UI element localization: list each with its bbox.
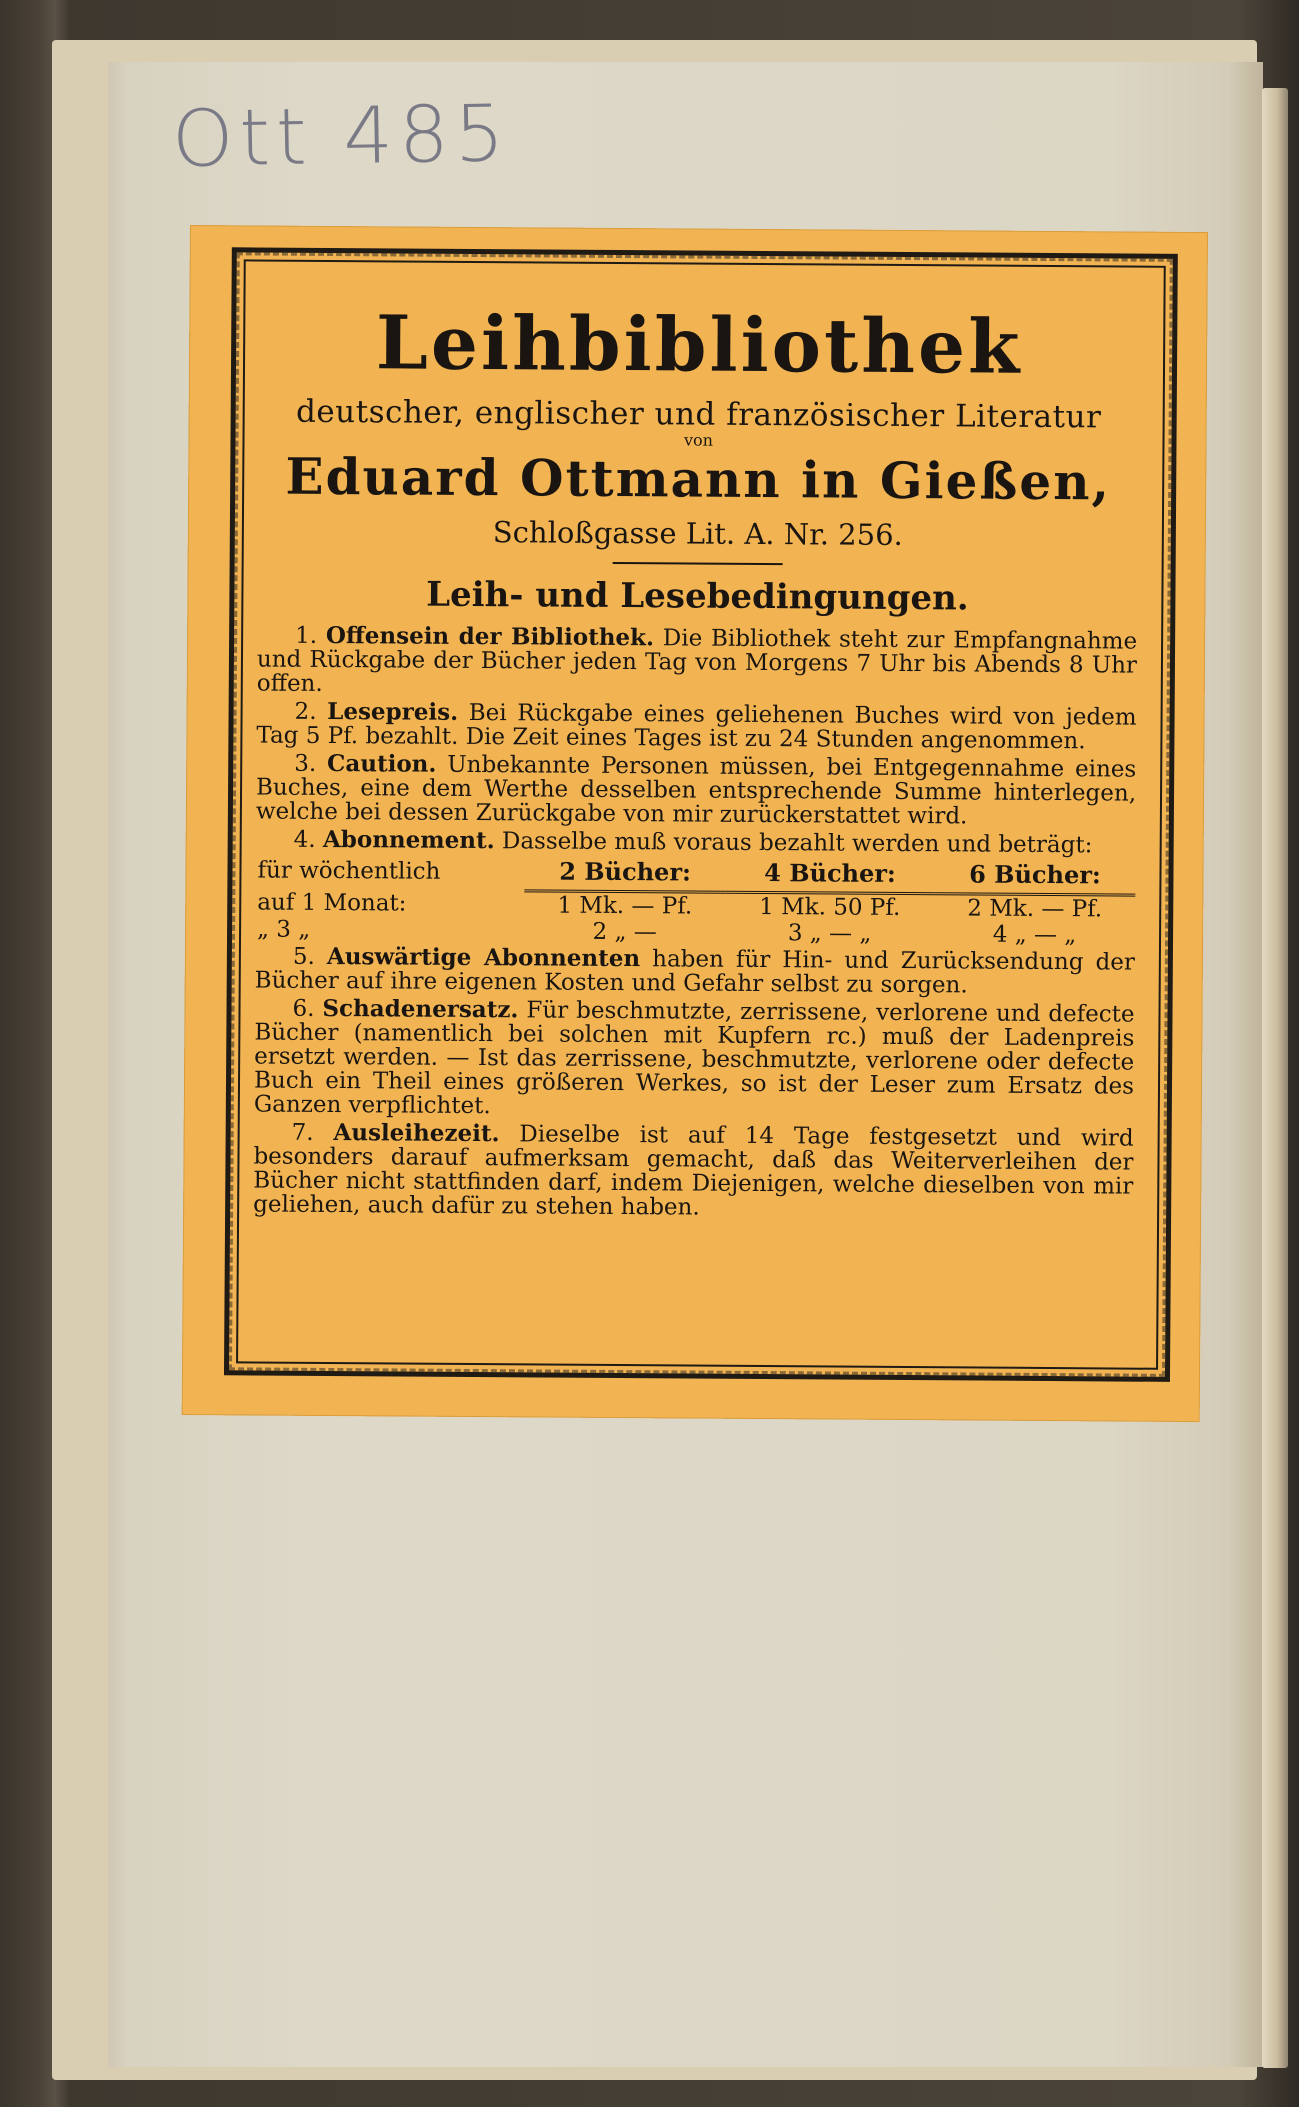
price-cell: 2 Mk. — Pf. xyxy=(967,895,1103,923)
condition-number: 6. xyxy=(292,995,315,1022)
page-edges xyxy=(1262,88,1288,2068)
condition-keyword: Schadenersatz. xyxy=(322,994,519,1024)
price-row-label: „ 3 „ xyxy=(256,916,311,943)
condition-keyword: Ausleihezeit. xyxy=(333,1119,500,1148)
condition-item xyxy=(256,827,1136,857)
price-column-header: 6 Bücher: xyxy=(934,862,1135,895)
condition-number: 7. xyxy=(291,1119,314,1146)
price-row-label: auf 1 Monat: xyxy=(257,888,407,917)
library-label xyxy=(182,225,1208,1422)
condition-number: 3. xyxy=(294,750,317,777)
price-cell: 4 „ — „ xyxy=(992,921,1077,949)
price-column-header: 4 Bücher: xyxy=(725,861,934,894)
divider xyxy=(613,562,783,565)
price-cell: 2 „ — xyxy=(592,918,657,946)
condition-text: Für beschmutzte, zerrissene, verlorene und defecte Bücher (namentlich bei solchen mit Kupfern rc.) muß der Ladenpreis ersetzt werden. — Ist das zerrissene, beschmutzte, verlorene oder defecte Buch ein Theil eines größeren Werkes, so ist der Leser zum Ersatz des Ganzen verpflichtet. xyxy=(253,997,1135,1120)
price-cell: 1 Mk. — Pf. xyxy=(557,892,693,920)
condition-number: 1. xyxy=(295,622,318,649)
label-title: Leihbibliothek xyxy=(375,300,1023,391)
condition-item xyxy=(254,996,1135,1122)
condition-text: Dasselbe muß voraus bezahlt werden und beträgt: xyxy=(501,828,1093,859)
condition-keyword: Caution. xyxy=(326,749,437,778)
price-column-header: 2 Bücher: xyxy=(524,859,725,892)
condition-item xyxy=(255,944,1135,998)
label-owner: Eduard Ottmann in Gießen, xyxy=(285,446,1112,512)
condition-text: Dieselbe ist auf 14 Tage festgesetzt und wird besonders darauf aufmerksam gemacht, daß das Weiterverleihen der Bücher nicht stattfinden darf, indem Diejenigen, welche dieselben von mir geliehen, auch dafür zu stehen haben. xyxy=(253,1121,1134,1221)
conditions-list xyxy=(253,623,1137,1222)
condition-text: Unbekannte Personen müssen, bei Entgegennahme eines Buches, eine dem Werthe desselben entsprechende Summe hinterlegen, welche bei dessen Zurückgabe von mir zurückerstattet wird. xyxy=(255,751,1137,830)
condition-item xyxy=(256,751,1136,829)
condition-keyword: Offensein der Bibliothek. xyxy=(325,621,655,652)
label-address: Schloßgasse Lit. A. Nr. 256. xyxy=(492,515,903,552)
condition-item xyxy=(256,699,1136,753)
condition-number: 2. xyxy=(294,698,317,725)
condition-number: 5. xyxy=(292,943,315,970)
condition-text: haben für Hin- und Zurücksendung der Bücher auf ihre eigenen Kosten und Gefahr selbst zu sorgen. xyxy=(254,946,1135,999)
conditions-heading: Leih- und Lesebedingungen. xyxy=(426,574,969,619)
condition-text: Die Bibliothek steht zur Empfangnahme und Rückgabe der Bücher jeden Tag von Morgens 7 Uhr bis Abends 8 Uhr offen. xyxy=(256,625,1138,697)
condition-text: Bei Rückgabe eines geliehenen Buches wird von jedem Tag 5 Pf. bezahlt. Die Zeit eines Tages ist zu 24 Stunden angenommen. xyxy=(256,699,1137,755)
condition-keyword: Lesepreis. xyxy=(327,697,459,726)
condition-item xyxy=(257,623,1137,701)
condition-keyword: Auswärtige Abonnenten xyxy=(326,942,641,973)
price-table xyxy=(255,857,1136,948)
condition-number: 4. xyxy=(293,826,316,853)
label-content xyxy=(253,273,1140,1226)
price-cell: 3 „ — „ xyxy=(787,920,872,947)
label-subtitle: deutscher, englischer und französischer Literatur xyxy=(295,393,1102,436)
condition-item xyxy=(253,1120,1134,1222)
shelfmark: Ott 485 xyxy=(171,89,511,185)
price-row-label: für wöchentlich xyxy=(257,857,441,885)
label-von: von xyxy=(683,430,714,450)
condition-keyword: Abonnement. xyxy=(322,825,495,855)
price-cell: 1 Mk. 50 Pf. xyxy=(759,893,901,921)
